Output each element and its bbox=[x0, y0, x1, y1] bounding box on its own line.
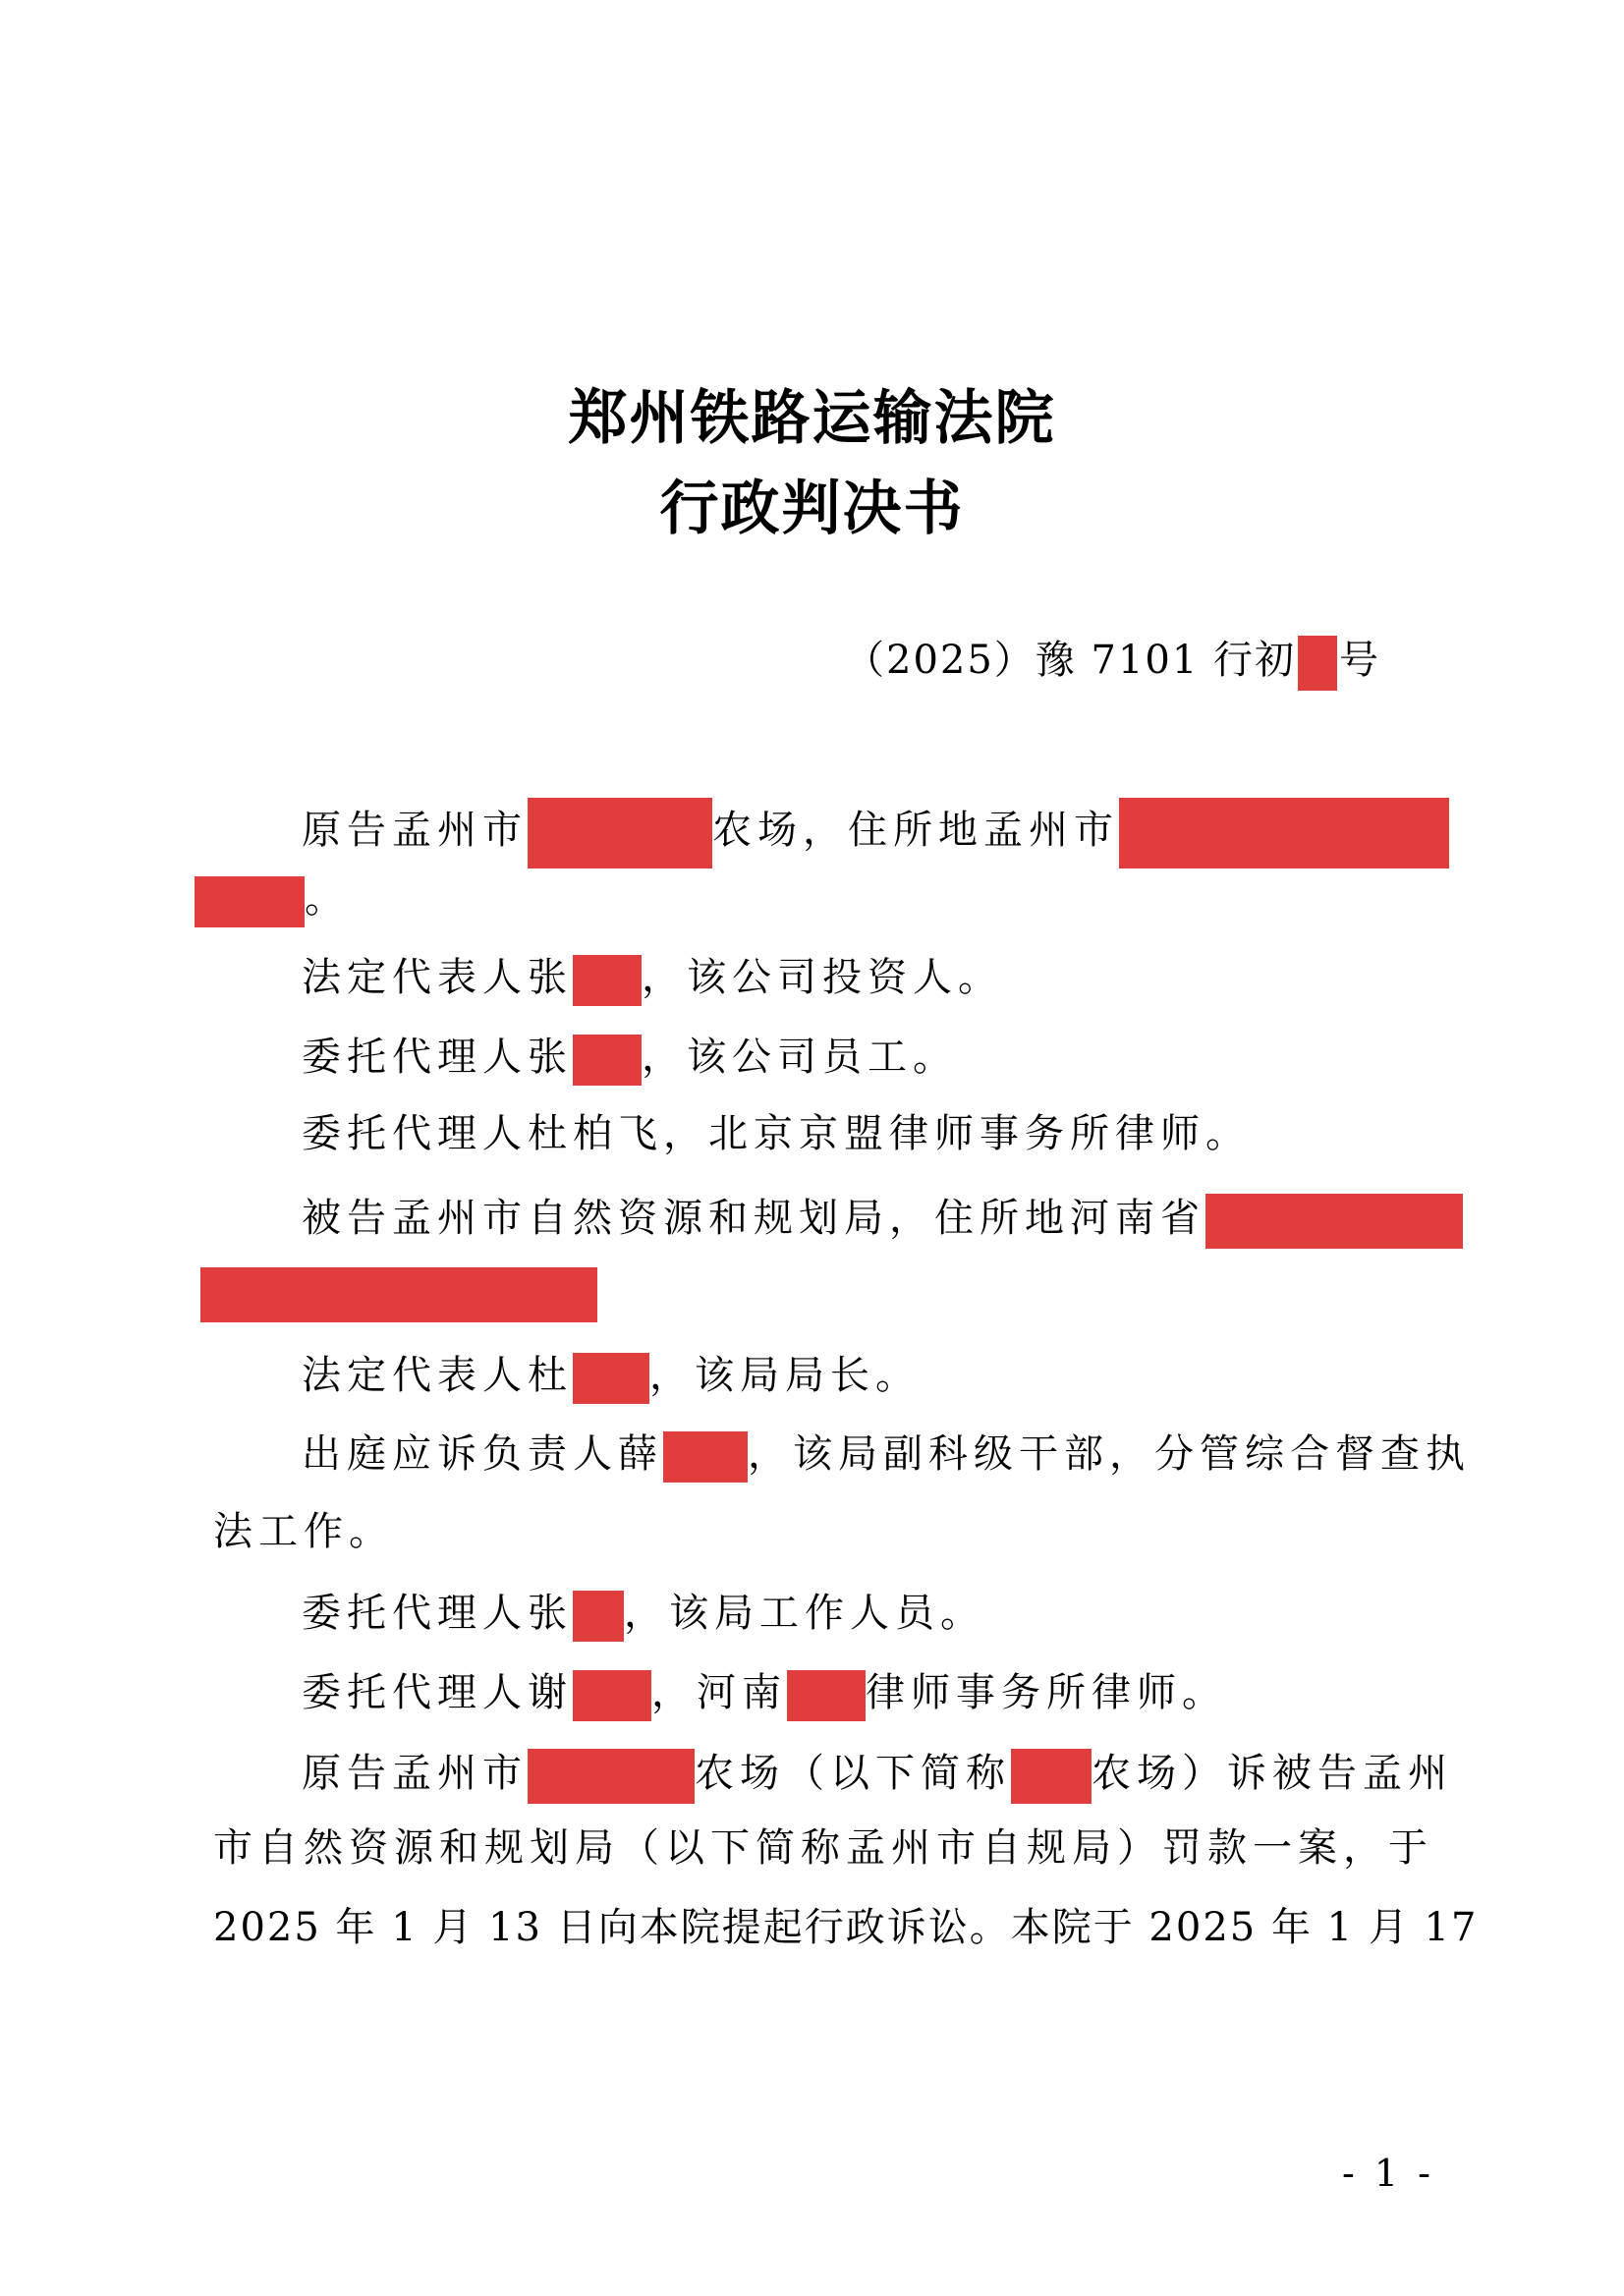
case-number-prefix: （2025）豫 7101 行初 bbox=[845, 638, 1297, 683]
responsible-person-cont: 法工作。 bbox=[213, 1509, 394, 1554]
agent-defendant-2 bbox=[302, 1670, 1227, 1721]
text-run: 法定代表人张 bbox=[302, 955, 573, 1000]
text-run: 委托代理人张 bbox=[302, 1035, 573, 1080]
redaction-box bbox=[1119, 798, 1449, 868]
text-run: 农场）诉被告孟州 bbox=[1092, 1751, 1453, 1796]
text-run: 农场，住所地孟州市 bbox=[712, 808, 1119, 853]
agent-plaintiff-2: 委托代理人杜柏飞，北京京盟律师事务所律师。 bbox=[302, 1111, 1251, 1156]
text-run: 农场（以下简称 bbox=[695, 1751, 1011, 1796]
plaintiff-line-cont bbox=[195, 876, 350, 927]
redaction-box bbox=[573, 1353, 649, 1404]
text-run: 。 bbox=[305, 876, 350, 922]
redaction-box bbox=[573, 1591, 624, 1642]
redaction-box bbox=[195, 876, 305, 927]
redaction-box bbox=[200, 1267, 597, 1322]
agent-defendant-1 bbox=[302, 1591, 985, 1642]
text-run: 原告孟州市 bbox=[302, 808, 528, 853]
defendant-line-cont bbox=[200, 1267, 597, 1322]
text-run: 原告孟州市 bbox=[302, 1751, 528, 1796]
redaction-box bbox=[1011, 1749, 1092, 1804]
text-run: 委托代理人张 bbox=[302, 1591, 573, 1636]
court-name: 郑州铁路运输法院 bbox=[568, 384, 1056, 453]
narrative-line-2: 市自然资源和规划局（以下简称孟州市自规局）罚款一案，于 bbox=[213, 1825, 1433, 1871]
redaction-box bbox=[528, 798, 712, 868]
redaction-box bbox=[1205, 1194, 1463, 1249]
text-run: ，该公司员工。 bbox=[642, 1035, 958, 1080]
legal-rep-plaintiff bbox=[302, 955, 1003, 1006]
redaction-box bbox=[573, 955, 642, 1006]
redaction-box bbox=[573, 1670, 651, 1721]
redaction-box bbox=[787, 1670, 866, 1721]
text-run: 律师事务所律师。 bbox=[866, 1670, 1227, 1715]
text-run: 被告孟州市自然资源和规划局，住所地河南省 bbox=[302, 1196, 1205, 1241]
case-number-suffix: 号 bbox=[1339, 638, 1381, 683]
narrative-line-3: 2025 年 1 月 13 日向本院提起行政诉讼。本院于 2025 年 1 月 17 bbox=[213, 1905, 1479, 1950]
legal-rep-defendant bbox=[302, 1353, 921, 1404]
redaction-box bbox=[573, 1035, 642, 1086]
page-number: - 1 - bbox=[1342, 2152, 1435, 2195]
defendant-line bbox=[302, 1194, 1463, 1249]
text-run: ，河南 bbox=[651, 1670, 787, 1715]
text-run: ，该局局长。 bbox=[649, 1353, 921, 1398]
redaction-box bbox=[1298, 636, 1337, 691]
plaintiff-line bbox=[302, 798, 1449, 868]
redaction-box bbox=[528, 1749, 695, 1804]
text-run: ，该公司投资人。 bbox=[642, 955, 1003, 1000]
narrative-line-1 bbox=[302, 1749, 1453, 1804]
responsible-person bbox=[302, 1431, 1471, 1483]
text-run: ，该局工作人员。 bbox=[624, 1591, 985, 1636]
case-number bbox=[845, 629, 1380, 691]
redaction-box bbox=[663, 1431, 748, 1483]
text-run: ，该局副科级干部，分管综合督查执 bbox=[748, 1431, 1471, 1477]
text-run: 委托代理人谢 bbox=[302, 1670, 573, 1715]
document-type-title: 行政判决书 bbox=[659, 475, 965, 543]
text-run: 出庭应诉负责人薛 bbox=[302, 1431, 663, 1477]
agent-plaintiff-1 bbox=[302, 1035, 958, 1086]
text-run: 法定代表人杜 bbox=[302, 1353, 573, 1398]
